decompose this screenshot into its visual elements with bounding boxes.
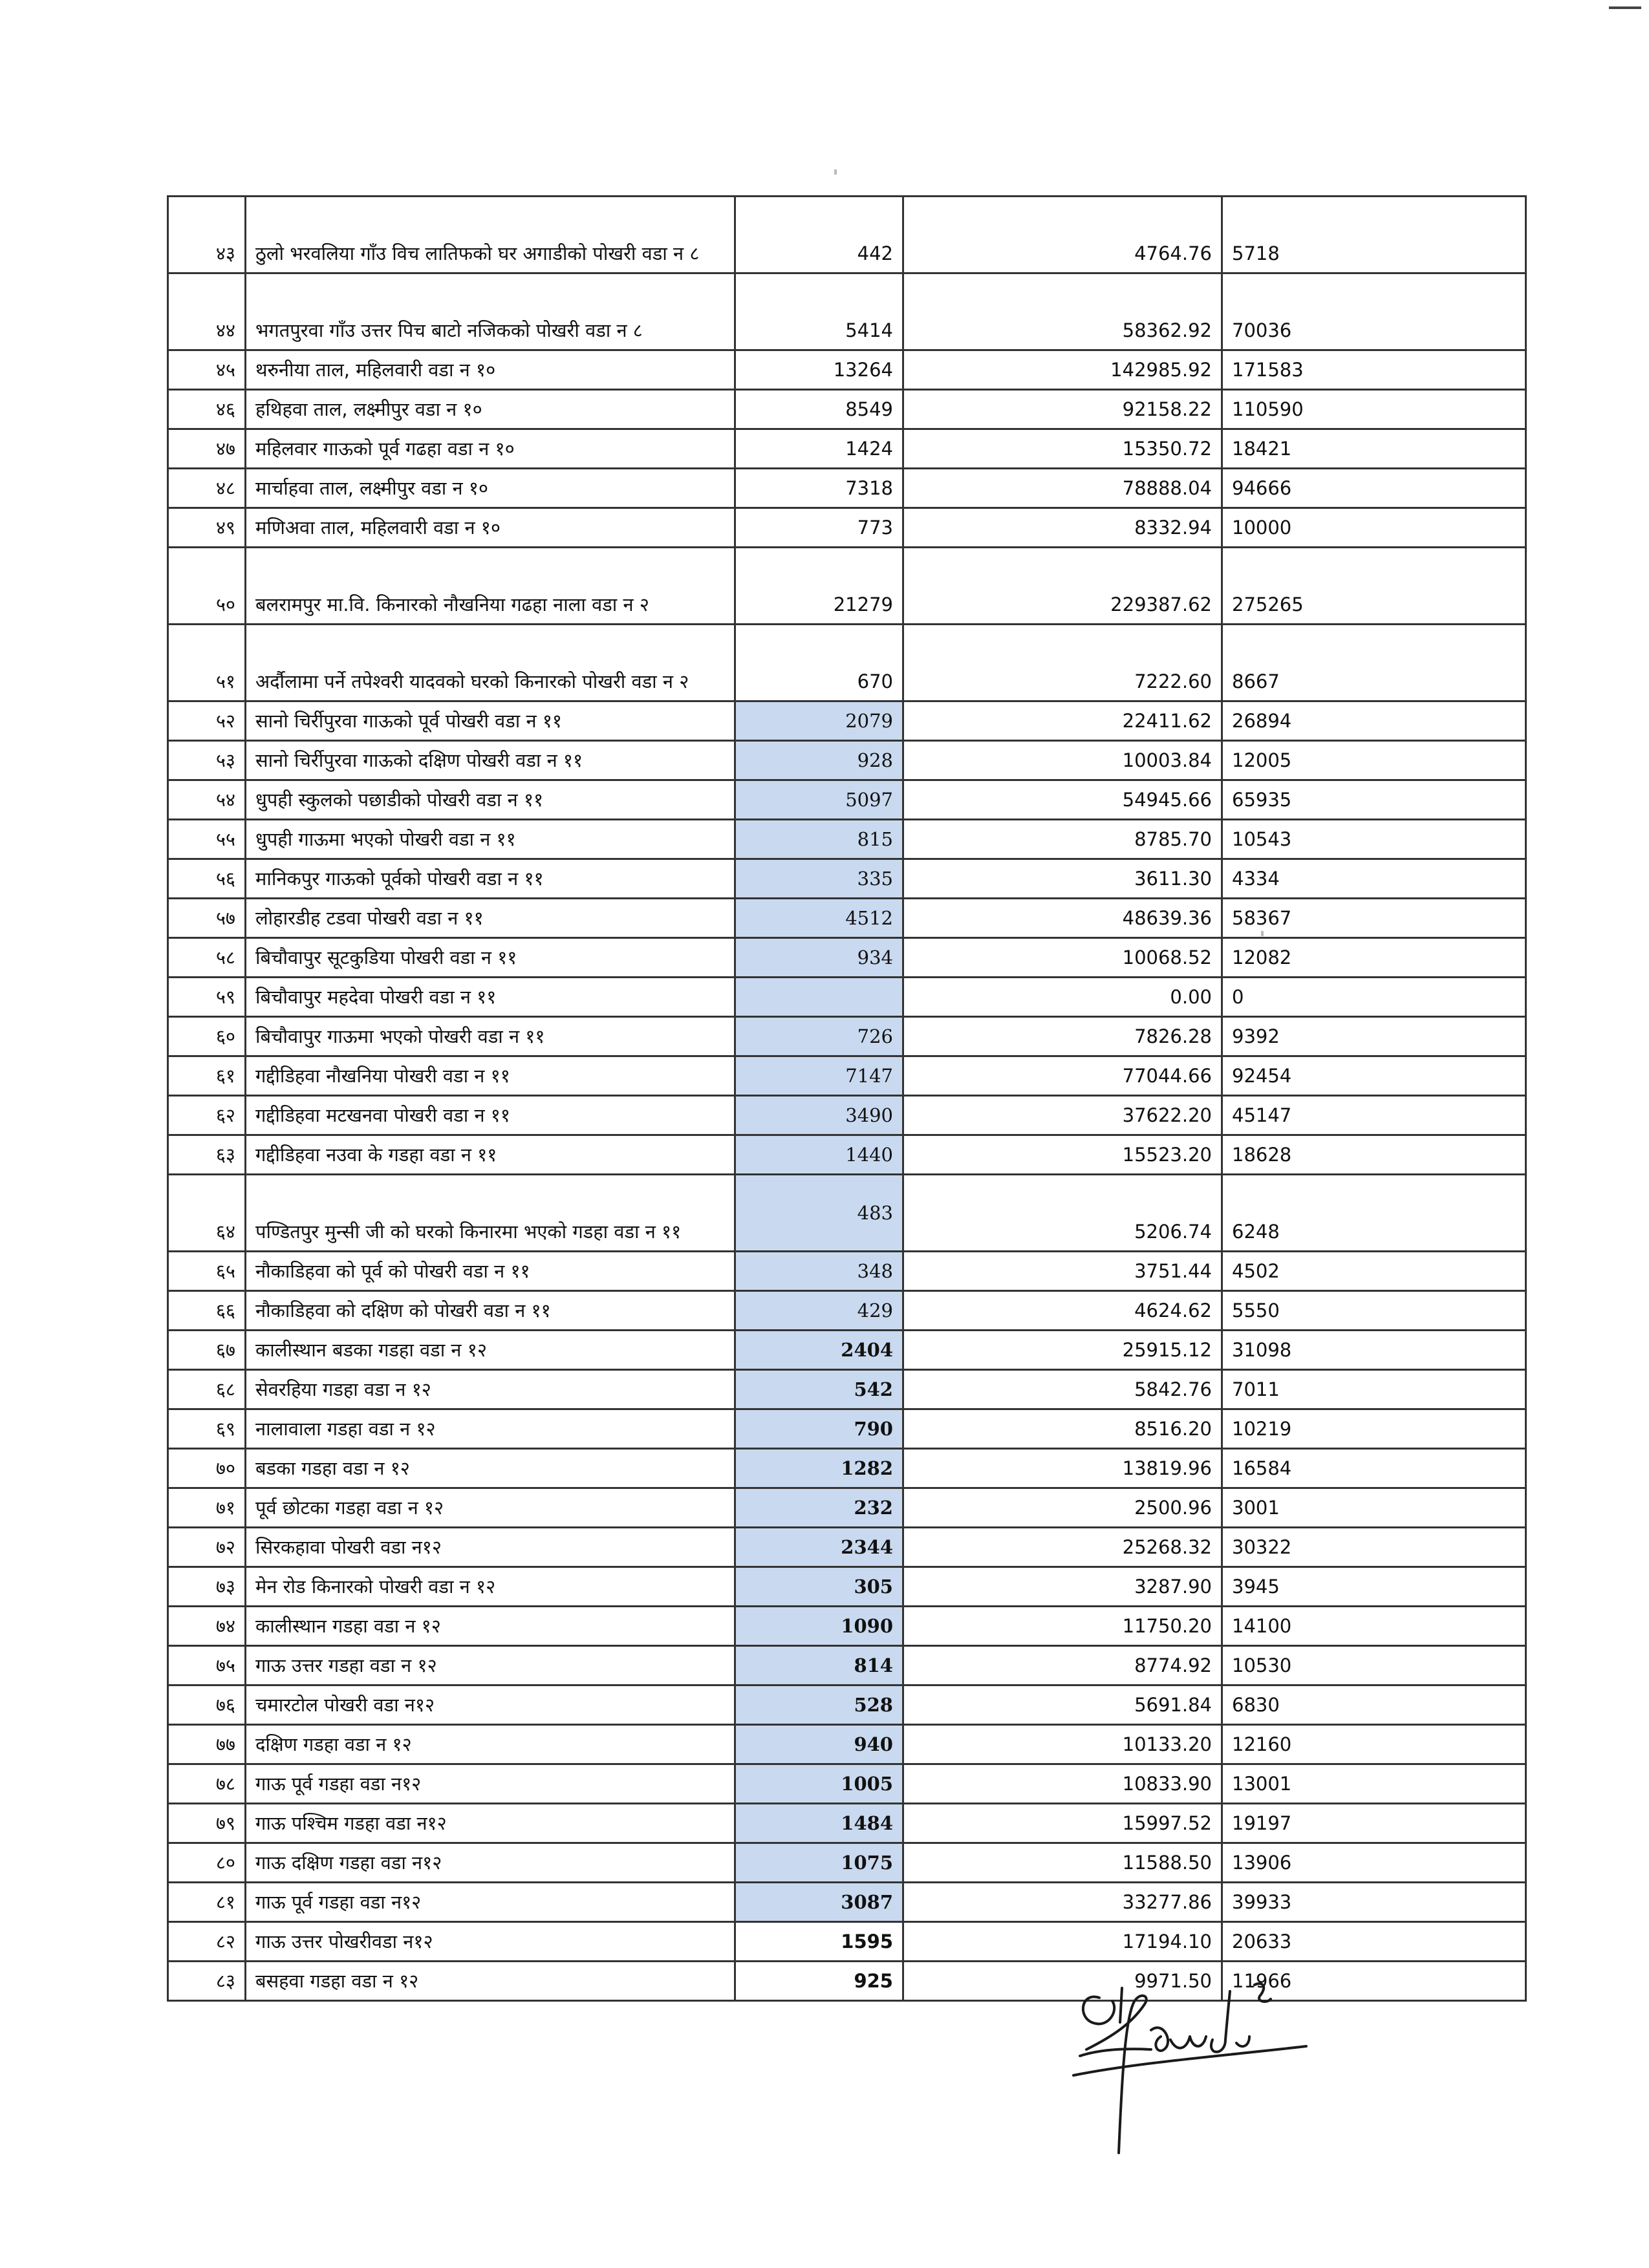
pond-name-cell: गद्दीडिहवा नउवा के गडहा वडा न ११ bbox=[246, 1135, 735, 1175]
table-row bbox=[168, 741, 1526, 780]
pond-name-cell: सेवरहिया गडहा वडा न १२ bbox=[246, 1370, 735, 1409]
table-row bbox=[168, 701, 1526, 741]
quantity-cell: 1440 bbox=[735, 1135, 903, 1175]
table-row bbox=[168, 1804, 1526, 1843]
serial-number-cell: ४९ bbox=[168, 508, 246, 548]
value-cell: 0 bbox=[1222, 978, 1526, 1017]
value-cell: 26894 bbox=[1222, 701, 1526, 741]
amount-cell: 92158.22 bbox=[903, 390, 1222, 429]
pond-name-cell: गाऊ उत्तर गडहा वडा न १२ bbox=[246, 1646, 735, 1685]
quantity-cell: 305 bbox=[735, 1567, 903, 1607]
serial-number-cell: ४५ bbox=[168, 350, 246, 390]
serial-number-cell: ६२ bbox=[168, 1096, 246, 1135]
amount-cell: 25915.12 bbox=[903, 1331, 1222, 1370]
table-row bbox=[168, 780, 1526, 820]
serial-number-cell: ७२ bbox=[168, 1528, 246, 1567]
value-cell: 92454 bbox=[1222, 1056, 1526, 1096]
quantity-cell: 7147 bbox=[735, 1056, 903, 1096]
pond-name-cell: थरुनीया ताल, महिलवारी वडा न १० bbox=[246, 350, 735, 390]
value-cell: 10219 bbox=[1222, 1409, 1526, 1449]
pond-name-cell: बडका गडहा वडा न १२ bbox=[246, 1449, 735, 1488]
amount-cell: 8516.20 bbox=[903, 1409, 1222, 1449]
pond-name-cell: गाऊ दक्षिण गडहा वडा न१२ bbox=[246, 1843, 735, 1883]
table-row bbox=[168, 1843, 1526, 1883]
table-row bbox=[168, 1764, 1526, 1804]
quantity-cell: 1282 bbox=[735, 1449, 903, 1488]
serial-number-cell: ४४ bbox=[168, 273, 246, 350]
amount-cell: 11750.20 bbox=[903, 1607, 1222, 1646]
serial-number-cell: ७५ bbox=[168, 1646, 246, 1685]
table-row bbox=[168, 1291, 1526, 1331]
pond-name-cell: हथिहवा ताल, लक्ष्मीपुर वडा न १० bbox=[246, 390, 735, 429]
quantity-cell: 335 bbox=[735, 859, 903, 899]
amount-cell: 58362.92 bbox=[903, 273, 1222, 350]
pond-name-cell: दक्षिण गडहा वडा न १२ bbox=[246, 1725, 735, 1764]
serial-number-cell: ६५ bbox=[168, 1252, 246, 1291]
serial-number-cell: ७६ bbox=[168, 1685, 246, 1725]
pond-register-table bbox=[167, 195, 1527, 2002]
serial-number-cell: ७१ bbox=[168, 1488, 246, 1528]
pond-name-cell: अर्दौलामा पर्ने तपेश्वरी यादवको घरको किनारको पोखरी वडा न २ bbox=[246, 625, 735, 701]
quantity-cell: 483 bbox=[735, 1175, 903, 1252]
amount-cell: 25268.32 bbox=[903, 1528, 1222, 1567]
table-row bbox=[168, 390, 1526, 429]
pond-name-cell: पण्डितपुर मुन्सी जी को घरको किनारमा भएको गडहा वडा न ११ bbox=[246, 1175, 735, 1252]
serial-number-cell: ५० bbox=[168, 548, 246, 625]
serial-number-cell: ८२ bbox=[168, 1922, 246, 1962]
amount-cell: 7826.28 bbox=[903, 1017, 1222, 1056]
table-row bbox=[168, 859, 1526, 899]
amount-cell: 10833.90 bbox=[903, 1764, 1222, 1804]
amount-cell: 17194.10 bbox=[903, 1922, 1222, 1962]
value-cell: 14100 bbox=[1222, 1607, 1526, 1646]
amount-cell: 10133.20 bbox=[903, 1725, 1222, 1764]
pond-name-cell: बिचौवापुर महदेवा पोखरी वडा न ११ bbox=[246, 978, 735, 1017]
serial-number-cell: ६९ bbox=[168, 1409, 246, 1449]
table-row bbox=[168, 1331, 1526, 1370]
serial-number-cell: ५७ bbox=[168, 899, 246, 938]
pond-name-cell: चमारटोल पोखरी वडा न१२ bbox=[246, 1685, 735, 1725]
serial-number-cell: ४३ bbox=[168, 197, 246, 273]
quantity-cell: 2079 bbox=[735, 701, 903, 741]
amount-cell: 5842.76 bbox=[903, 1370, 1222, 1409]
amount-cell: 3287.90 bbox=[903, 1567, 1222, 1607]
pond-name-cell: कालीस्थान गडहा वडा न १२ bbox=[246, 1607, 735, 1646]
quantity-cell: 1424 bbox=[735, 429, 903, 469]
quantity-cell: 670 bbox=[735, 625, 903, 701]
table-row bbox=[168, 820, 1526, 859]
handwritten-signature bbox=[1061, 1959, 1319, 2179]
value-cell: 65935 bbox=[1222, 780, 1526, 820]
value-cell: 6830 bbox=[1222, 1685, 1526, 1725]
serial-number-cell: ५१ bbox=[168, 625, 246, 701]
pond-name-cell: लोहारडीह टडवा पोखरी वडा न ११ bbox=[246, 899, 735, 938]
pond-name-cell: महिलवार गाऊको पूर्व गढहा वडा न १० bbox=[246, 429, 735, 469]
pond-name-cell: मार्चाहवा ताल, लक्ष्मीपुर वडा न १० bbox=[246, 469, 735, 508]
value-cell: 45147 bbox=[1222, 1096, 1526, 1135]
table-row bbox=[168, 1528, 1526, 1567]
table-row bbox=[168, 548, 1526, 625]
amount-cell: 142985.92 bbox=[903, 350, 1222, 390]
pond-name-cell: गद्दीडिहवा नौखनिया पोखरी वडा न ११ bbox=[246, 1056, 735, 1096]
quantity-cell: 928 bbox=[735, 741, 903, 780]
value-cell: 13906 bbox=[1222, 1843, 1526, 1883]
table-row bbox=[168, 1488, 1526, 1528]
value-cell: 30322 bbox=[1222, 1528, 1526, 1567]
quantity-cell: 940 bbox=[735, 1725, 903, 1764]
quantity-cell: 1595 bbox=[735, 1922, 903, 1962]
serial-number-cell: ४८ bbox=[168, 469, 246, 508]
amount-cell: 5206.74 bbox=[903, 1175, 1222, 1252]
pond-name-cell: ठुलो भरवलिया गाँउ विच लातिफको घर अगाडीको पोखरी वडा न ८ bbox=[246, 197, 735, 273]
pond-name-cell: बिचौवापुर सूटकुडिया पोखरी वडा न ११ bbox=[246, 938, 735, 978]
quantity-cell: 3490 bbox=[735, 1096, 903, 1135]
quantity-cell bbox=[735, 978, 903, 1017]
quantity-cell: 2344 bbox=[735, 1528, 903, 1567]
table-row bbox=[168, 1409, 1526, 1449]
amount-cell: 33277.86 bbox=[903, 1883, 1222, 1922]
serial-number-cell: ४६ bbox=[168, 390, 246, 429]
quantity-cell: 1075 bbox=[735, 1843, 903, 1883]
quantity-cell: 790 bbox=[735, 1409, 903, 1449]
pond-name-cell: सानो चिर्रीपुरवा गाऊको पूर्व पोखरी वडा न ११ bbox=[246, 701, 735, 741]
table-row bbox=[168, 1096, 1526, 1135]
pond-name-cell: सिरकहावा पोखरी वडा न१२ bbox=[246, 1528, 735, 1567]
quantity-cell: 542 bbox=[735, 1370, 903, 1409]
serial-number-cell: ८३ bbox=[168, 1962, 246, 2001]
serial-number-cell: ५९ bbox=[168, 978, 246, 1017]
value-cell: 70036 bbox=[1222, 273, 1526, 350]
serial-number-cell: ५६ bbox=[168, 859, 246, 899]
amount-cell: 54945.66 bbox=[903, 780, 1222, 820]
table-row bbox=[168, 429, 1526, 469]
value-cell: 3001 bbox=[1222, 1488, 1526, 1528]
value-cell: 39933 bbox=[1222, 1883, 1526, 1922]
quantity-cell: 442 bbox=[735, 197, 903, 273]
table-row bbox=[168, 1725, 1526, 1764]
serial-number-cell: ७० bbox=[168, 1449, 246, 1488]
table-row bbox=[168, 899, 1526, 938]
serial-number-cell: ६८ bbox=[168, 1370, 246, 1409]
pond-name-cell: गाऊ पश्चिम गडहा वडा न१२ bbox=[246, 1804, 735, 1843]
pond-name-cell: गाऊ पूर्व गडहा वडा न१२ bbox=[246, 1764, 735, 1804]
value-cell: 12160 bbox=[1222, 1725, 1526, 1764]
value-cell: 18628 bbox=[1222, 1135, 1526, 1175]
value-cell: 5718 bbox=[1222, 197, 1526, 273]
table-row bbox=[168, 508, 1526, 548]
pond-name-cell: धुपही गाऊमा भएको पोखरी वडा न ११ bbox=[246, 820, 735, 859]
amount-cell: 15350.72 bbox=[903, 429, 1222, 469]
table-row bbox=[168, 1567, 1526, 1607]
pond-name-cell: सानो चिर्रीपुरवा गाऊको दक्षिण पोखरी वडा न ११ bbox=[246, 741, 735, 780]
table-row bbox=[168, 1922, 1526, 1962]
table-row bbox=[168, 469, 1526, 508]
serial-number-cell: ७८ bbox=[168, 1764, 246, 1804]
value-cell: 9392 bbox=[1222, 1017, 1526, 1056]
pond-name-cell: बलरामपुर मा.वि. किनारको नौखनिया गढहा नाला वडा न २ bbox=[246, 548, 735, 625]
value-cell: 12005 bbox=[1222, 741, 1526, 780]
quantity-cell: 814 bbox=[735, 1646, 903, 1685]
amount-cell: 10003.84 bbox=[903, 741, 1222, 780]
amount-cell: 5691.84 bbox=[903, 1685, 1222, 1725]
value-cell: 18421 bbox=[1222, 429, 1526, 469]
quantity-cell: 8549 bbox=[735, 390, 903, 429]
amount-cell: 10068.52 bbox=[903, 938, 1222, 978]
amount-cell: 8774.92 bbox=[903, 1646, 1222, 1685]
amount-cell: 13819.96 bbox=[903, 1449, 1222, 1488]
table-body bbox=[168, 197, 1526, 2001]
table-row bbox=[168, 625, 1526, 701]
quantity-cell: 773 bbox=[735, 508, 903, 548]
quantity-cell: 13264 bbox=[735, 350, 903, 390]
amount-cell: 2500.96 bbox=[903, 1488, 1222, 1528]
quantity-cell: 2404 bbox=[735, 1331, 903, 1370]
amount-cell: 7222.60 bbox=[903, 625, 1222, 701]
pond-name-cell: भगतपुरवा गाँउ उत्तर पिच बाटो नजिकको पोखरी वडा न ८ bbox=[246, 273, 735, 350]
amount-cell: 4764.76 bbox=[903, 197, 1222, 273]
quantity-cell: 934 bbox=[735, 938, 903, 978]
amount-cell: 3751.44 bbox=[903, 1252, 1222, 1291]
value-cell: 31098 bbox=[1222, 1331, 1526, 1370]
table-row bbox=[168, 1056, 1526, 1096]
quantity-cell: 4512 bbox=[735, 899, 903, 938]
value-cell: 10000 bbox=[1222, 508, 1526, 548]
value-cell: 8667 bbox=[1222, 625, 1526, 701]
serial-number-cell: ६६ bbox=[168, 1291, 246, 1331]
amount-cell: 229387.62 bbox=[903, 548, 1222, 625]
table-row bbox=[168, 1252, 1526, 1291]
table-row bbox=[168, 938, 1526, 978]
serial-number-cell: ५४ bbox=[168, 780, 246, 820]
value-cell: 19197 bbox=[1222, 1804, 1526, 1843]
value-cell: 110590 bbox=[1222, 390, 1526, 429]
pond-name-cell: गाऊ पूर्व गडहा वडा न१२ bbox=[246, 1883, 735, 1922]
quantity-cell: 726 bbox=[735, 1017, 903, 1056]
value-cell: 10530 bbox=[1222, 1646, 1526, 1685]
amount-cell: 0.00 bbox=[903, 978, 1222, 1017]
table-row bbox=[168, 1175, 1526, 1252]
amount-cell: 3611.30 bbox=[903, 859, 1222, 899]
amount-cell: 11588.50 bbox=[903, 1843, 1222, 1883]
amount-cell: 8785.70 bbox=[903, 820, 1222, 859]
value-cell: 4502 bbox=[1222, 1252, 1526, 1291]
pond-name-cell: बिचौवापुर गाऊमा भएको पोखरी वडा न ११ bbox=[246, 1017, 735, 1056]
pond-name-cell: मेन रोड किनारको पोखरी वडा न १२ bbox=[246, 1567, 735, 1607]
table-row bbox=[168, 1135, 1526, 1175]
serial-number-cell: ६७ bbox=[168, 1331, 246, 1370]
amount-cell: 9971.50 bbox=[903, 1962, 1222, 2001]
table-row bbox=[168, 1962, 1526, 2001]
table-row bbox=[168, 1607, 1526, 1646]
value-cell: 7011 bbox=[1222, 1370, 1526, 1409]
quantity-cell: 1484 bbox=[735, 1804, 903, 1843]
quantity-cell: 7318 bbox=[735, 469, 903, 508]
scan-corner-mark bbox=[1609, 6, 1641, 9]
serial-number-cell: ६३ bbox=[168, 1135, 246, 1175]
amount-cell: 37622.20 bbox=[903, 1096, 1222, 1135]
quantity-cell: 3087 bbox=[735, 1883, 903, 1922]
value-cell: 171583 bbox=[1222, 350, 1526, 390]
value-cell: 5550 bbox=[1222, 1291, 1526, 1331]
table-row bbox=[168, 1685, 1526, 1725]
serial-number-cell: ५८ bbox=[168, 938, 246, 978]
pond-name-cell: गद्दीडिहवा मटखनवा पोखरी वडा न ११ bbox=[246, 1096, 735, 1135]
pond-name-cell: पूर्व छोटका गडहा वडा न १२ bbox=[246, 1488, 735, 1528]
pond-name-cell: नौकाडिहवा को दक्षिण को पोखरी वडा न ११ bbox=[246, 1291, 735, 1331]
quantity-cell: 528 bbox=[735, 1685, 903, 1725]
quantity-cell: 925 bbox=[735, 1962, 903, 2001]
amount-cell: 48639.36 bbox=[903, 899, 1222, 938]
value-cell: 58367 bbox=[1222, 899, 1526, 938]
serial-number-cell: ७७ bbox=[168, 1725, 246, 1764]
pond-name-cell: गाऊ उत्तर पोखरीवडा न१२ bbox=[246, 1922, 735, 1962]
table-row bbox=[168, 273, 1526, 350]
table-row bbox=[168, 978, 1526, 1017]
quantity-cell: 5097 bbox=[735, 780, 903, 820]
pond-name-cell: नालावाला गडहा वडा न १२ bbox=[246, 1409, 735, 1449]
serial-number-cell: ५३ bbox=[168, 741, 246, 780]
amount-cell: 78888.04 bbox=[903, 469, 1222, 508]
serial-number-cell: ८१ bbox=[168, 1883, 246, 1922]
value-cell: 12082 bbox=[1222, 938, 1526, 978]
scan-speck bbox=[834, 169, 837, 175]
table-row bbox=[168, 350, 1526, 390]
value-cell: 10543 bbox=[1222, 820, 1526, 859]
value-cell: 4334 bbox=[1222, 859, 1526, 899]
value-cell: 20633 bbox=[1222, 1922, 1526, 1962]
quantity-cell: 429 bbox=[735, 1291, 903, 1331]
quantity-cell: 1090 bbox=[735, 1607, 903, 1646]
value-cell: 3945 bbox=[1222, 1567, 1526, 1607]
pond-name-cell: मानिकपुर गाऊको पूर्वको पोखरी वडा न ११ bbox=[246, 859, 735, 899]
amount-cell: 4624.62 bbox=[903, 1291, 1222, 1331]
quantity-cell: 348 bbox=[735, 1252, 903, 1291]
value-cell: 16584 bbox=[1222, 1449, 1526, 1488]
serial-number-cell: ८० bbox=[168, 1843, 246, 1883]
value-cell: 11966 bbox=[1222, 1962, 1526, 2001]
table-row bbox=[168, 1370, 1526, 1409]
pond-name-cell: कालीस्थान बडका गडहा वडा न १२ bbox=[246, 1331, 735, 1370]
serial-number-cell: ६० bbox=[168, 1017, 246, 1056]
amount-cell: 15523.20 bbox=[903, 1135, 1222, 1175]
amount-cell: 22411.62 bbox=[903, 701, 1222, 741]
serial-number-cell: ६४ bbox=[168, 1175, 246, 1252]
serial-number-cell: ५५ bbox=[168, 820, 246, 859]
serial-number-cell: ७४ bbox=[168, 1607, 246, 1646]
value-cell: 13001 bbox=[1222, 1764, 1526, 1804]
serial-number-cell: ४७ bbox=[168, 429, 246, 469]
serial-number-cell: ६१ bbox=[168, 1056, 246, 1096]
quantity-cell: 5414 bbox=[735, 273, 903, 350]
table-row bbox=[168, 1883, 1526, 1922]
quantity-cell: 21279 bbox=[735, 548, 903, 625]
amount-cell: 77044.66 bbox=[903, 1056, 1222, 1096]
value-cell: 275265 bbox=[1222, 548, 1526, 625]
table-row bbox=[168, 1449, 1526, 1488]
table-row bbox=[168, 1017, 1526, 1056]
quantity-cell: 815 bbox=[735, 820, 903, 859]
amount-cell: 8332.94 bbox=[903, 508, 1222, 548]
pond-name-cell: बसहवा गडहा वडा न १२ bbox=[246, 1962, 735, 2001]
pond-name-cell: मणिअवा ताल, महिलवारी वडा न १० bbox=[246, 508, 735, 548]
quantity-cell: 232 bbox=[735, 1488, 903, 1528]
table-row bbox=[168, 1646, 1526, 1685]
serial-number-cell: ५२ bbox=[168, 701, 246, 741]
serial-number-cell: ७३ bbox=[168, 1567, 246, 1607]
pond-name-cell: नौकाडिहवा को पूर्व को पोखरी वडा न ११ bbox=[246, 1252, 735, 1291]
amount-cell: 15997.52 bbox=[903, 1804, 1222, 1843]
pond-name-cell: धुपही स्कुलको पछाडीको पोखरी वडा न ११ bbox=[246, 780, 735, 820]
value-cell: 94666 bbox=[1222, 469, 1526, 508]
serial-number-cell: ७९ bbox=[168, 1804, 246, 1843]
table-row bbox=[168, 197, 1526, 273]
quantity-cell: 1005 bbox=[735, 1764, 903, 1804]
value-cell: 6248 bbox=[1222, 1175, 1526, 1252]
